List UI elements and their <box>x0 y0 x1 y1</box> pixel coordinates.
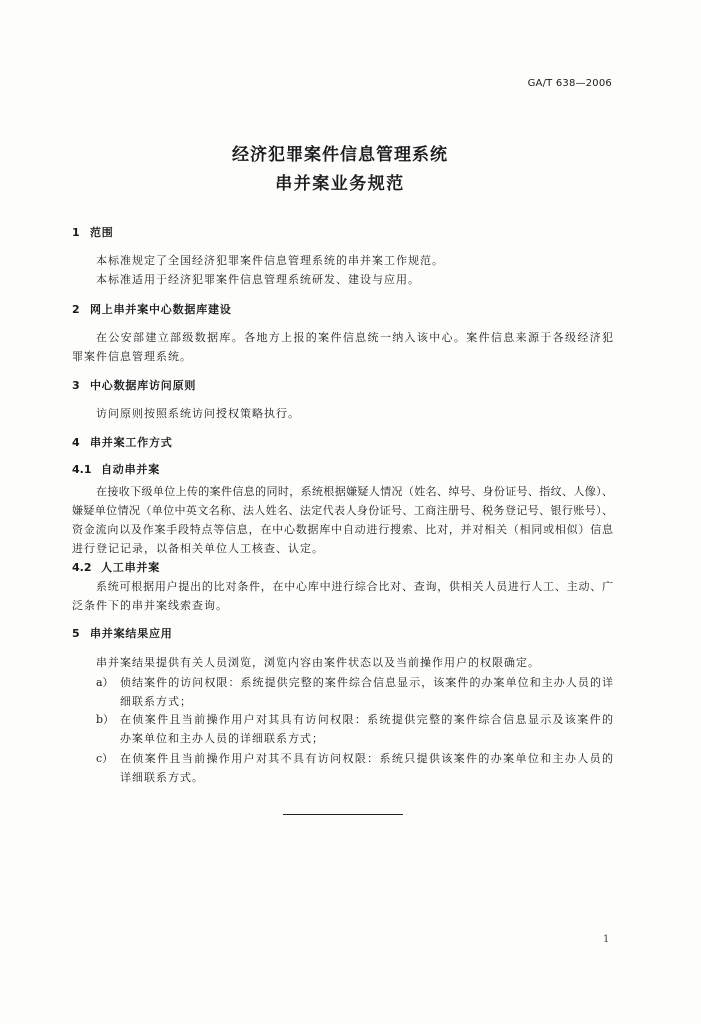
document-title-line2: 串并案业务规范 <box>275 174 405 194</box>
paragraph-line: 在公安部建立部级数据库。各地方上报的案件信息统一纳入该中心。案件信息来源于各级经济犯 <box>96 331 613 344</box>
paragraph-line: 访问原则按照系统访问授权策略执行。 <box>96 407 300 420</box>
paragraph-line: 本标准规定了全国经济犯罪案件信息管理系统的串并案工作规范。 <box>96 254 444 267</box>
subsection-heading-4-1 <box>72 460 613 479</box>
end-of-text-rule <box>283 814 403 815</box>
document-code: GA/T 638—2006 <box>527 78 612 89</box>
list-item <box>120 710 613 748</box>
section-number: 1 <box>72 226 80 239</box>
paragraph-line: 进行登记记录，以备相关单位人工核查、认定。 <box>72 542 324 555</box>
section-number: 3 <box>72 379 80 392</box>
section-2-body <box>72 328 613 366</box>
subsection-number: 4.2 <box>72 561 92 574</box>
paragraph-line: 罪案件信息管理系统。 <box>72 350 192 363</box>
section-heading-4 <box>72 433 613 452</box>
section-number: 2 <box>72 303 80 316</box>
section-1-body <box>72 251 613 289</box>
subsection-4-2-body <box>72 577 613 615</box>
paragraph-line: 在接收下级单位上传的案件信息的同时，系统根据嫌疑人情况（姓名、绰号、身份证号、指纹、人像）、 <box>96 485 613 498</box>
subsection-4-1-body <box>72 482 613 558</box>
list-item-line: 侦结案件的访问权限：系统提供完整的案件综合信息显示，该案件的办案单位和主办人员的详 <box>120 676 613 689</box>
section-title: 串并案结果应用 <box>90 627 173 640</box>
paragraph-line: 串并案结果提供有关人员浏览，浏览内容由案件状态以及当前操作用户的权限确定。 <box>96 656 540 669</box>
list-item <box>120 673 613 711</box>
list-item <box>120 749 613 787</box>
section-number: 5 <box>72 627 80 640</box>
list-item-line: 细联系方式； <box>120 695 192 708</box>
section-title: 中心数据库访问原则 <box>90 379 197 392</box>
section-heading-3 <box>72 376 613 395</box>
list-item-line: 在侦案件且当前操作用户对其不具有访问权限：系统只提供该案件的办案单位和主办人员的 <box>120 752 613 765</box>
list-item-label: c） <box>96 752 114 765</box>
section-title: 范围 <box>90 226 114 239</box>
section-title: 串并案工作方式 <box>90 436 173 449</box>
section-title: 网上串并案中心数据库建设 <box>90 303 232 316</box>
paragraph-line: 系统可根据用户提出的比对条件，在中心库中进行综合比对、查询，供相关人员进行人工、主动、广 <box>96 580 613 593</box>
section-number: 4 <box>72 436 80 449</box>
list-item-line: 详细联系方式。 <box>120 771 204 784</box>
section-heading-5 <box>72 624 613 643</box>
paragraph-line: 泛条件下的串并案线索查询。 <box>72 599 228 612</box>
subsection-title: 人工串并案 <box>101 561 160 574</box>
list-item-label: b） <box>96 713 115 726</box>
list-item-line: 办案单位和主办人员的详细联系方式； <box>120 732 324 745</box>
paragraph-line: 资金流向以及作案手段特点等信息，在中心数据库中自动进行搜索、比对，并对相关（相同或相似）信息 <box>72 523 613 536</box>
subsection-title: 自动串并案 <box>101 463 160 476</box>
section-heading-2 <box>72 300 613 319</box>
subsection-number: 4.1 <box>72 463 92 476</box>
subsection-heading-4-2 <box>72 558 613 577</box>
list-item-line: 在侦案件且当前操作用户对其具有访问权限：系统提供完整的案件综合信息显示及该案件的 <box>120 713 613 726</box>
section-5-body <box>72 653 613 672</box>
document-title-line1: 经济犯罪案件信息管理系统 <box>232 145 448 165</box>
paragraph-line: 本标准适用于经济犯罪案件信息管理系统研发、建设与应用。 <box>96 273 420 286</box>
section-3-body <box>72 404 613 423</box>
paragraph-line: 嫌疑单位情况（单位中英文名称、法人姓名、法定代表人身份证号、工商注册号、税务登记号、银行账号）、 <box>72 504 613 517</box>
list-item-label: a） <box>96 676 114 689</box>
page-number: 1 <box>603 934 610 945</box>
section-heading-1 <box>72 223 613 242</box>
